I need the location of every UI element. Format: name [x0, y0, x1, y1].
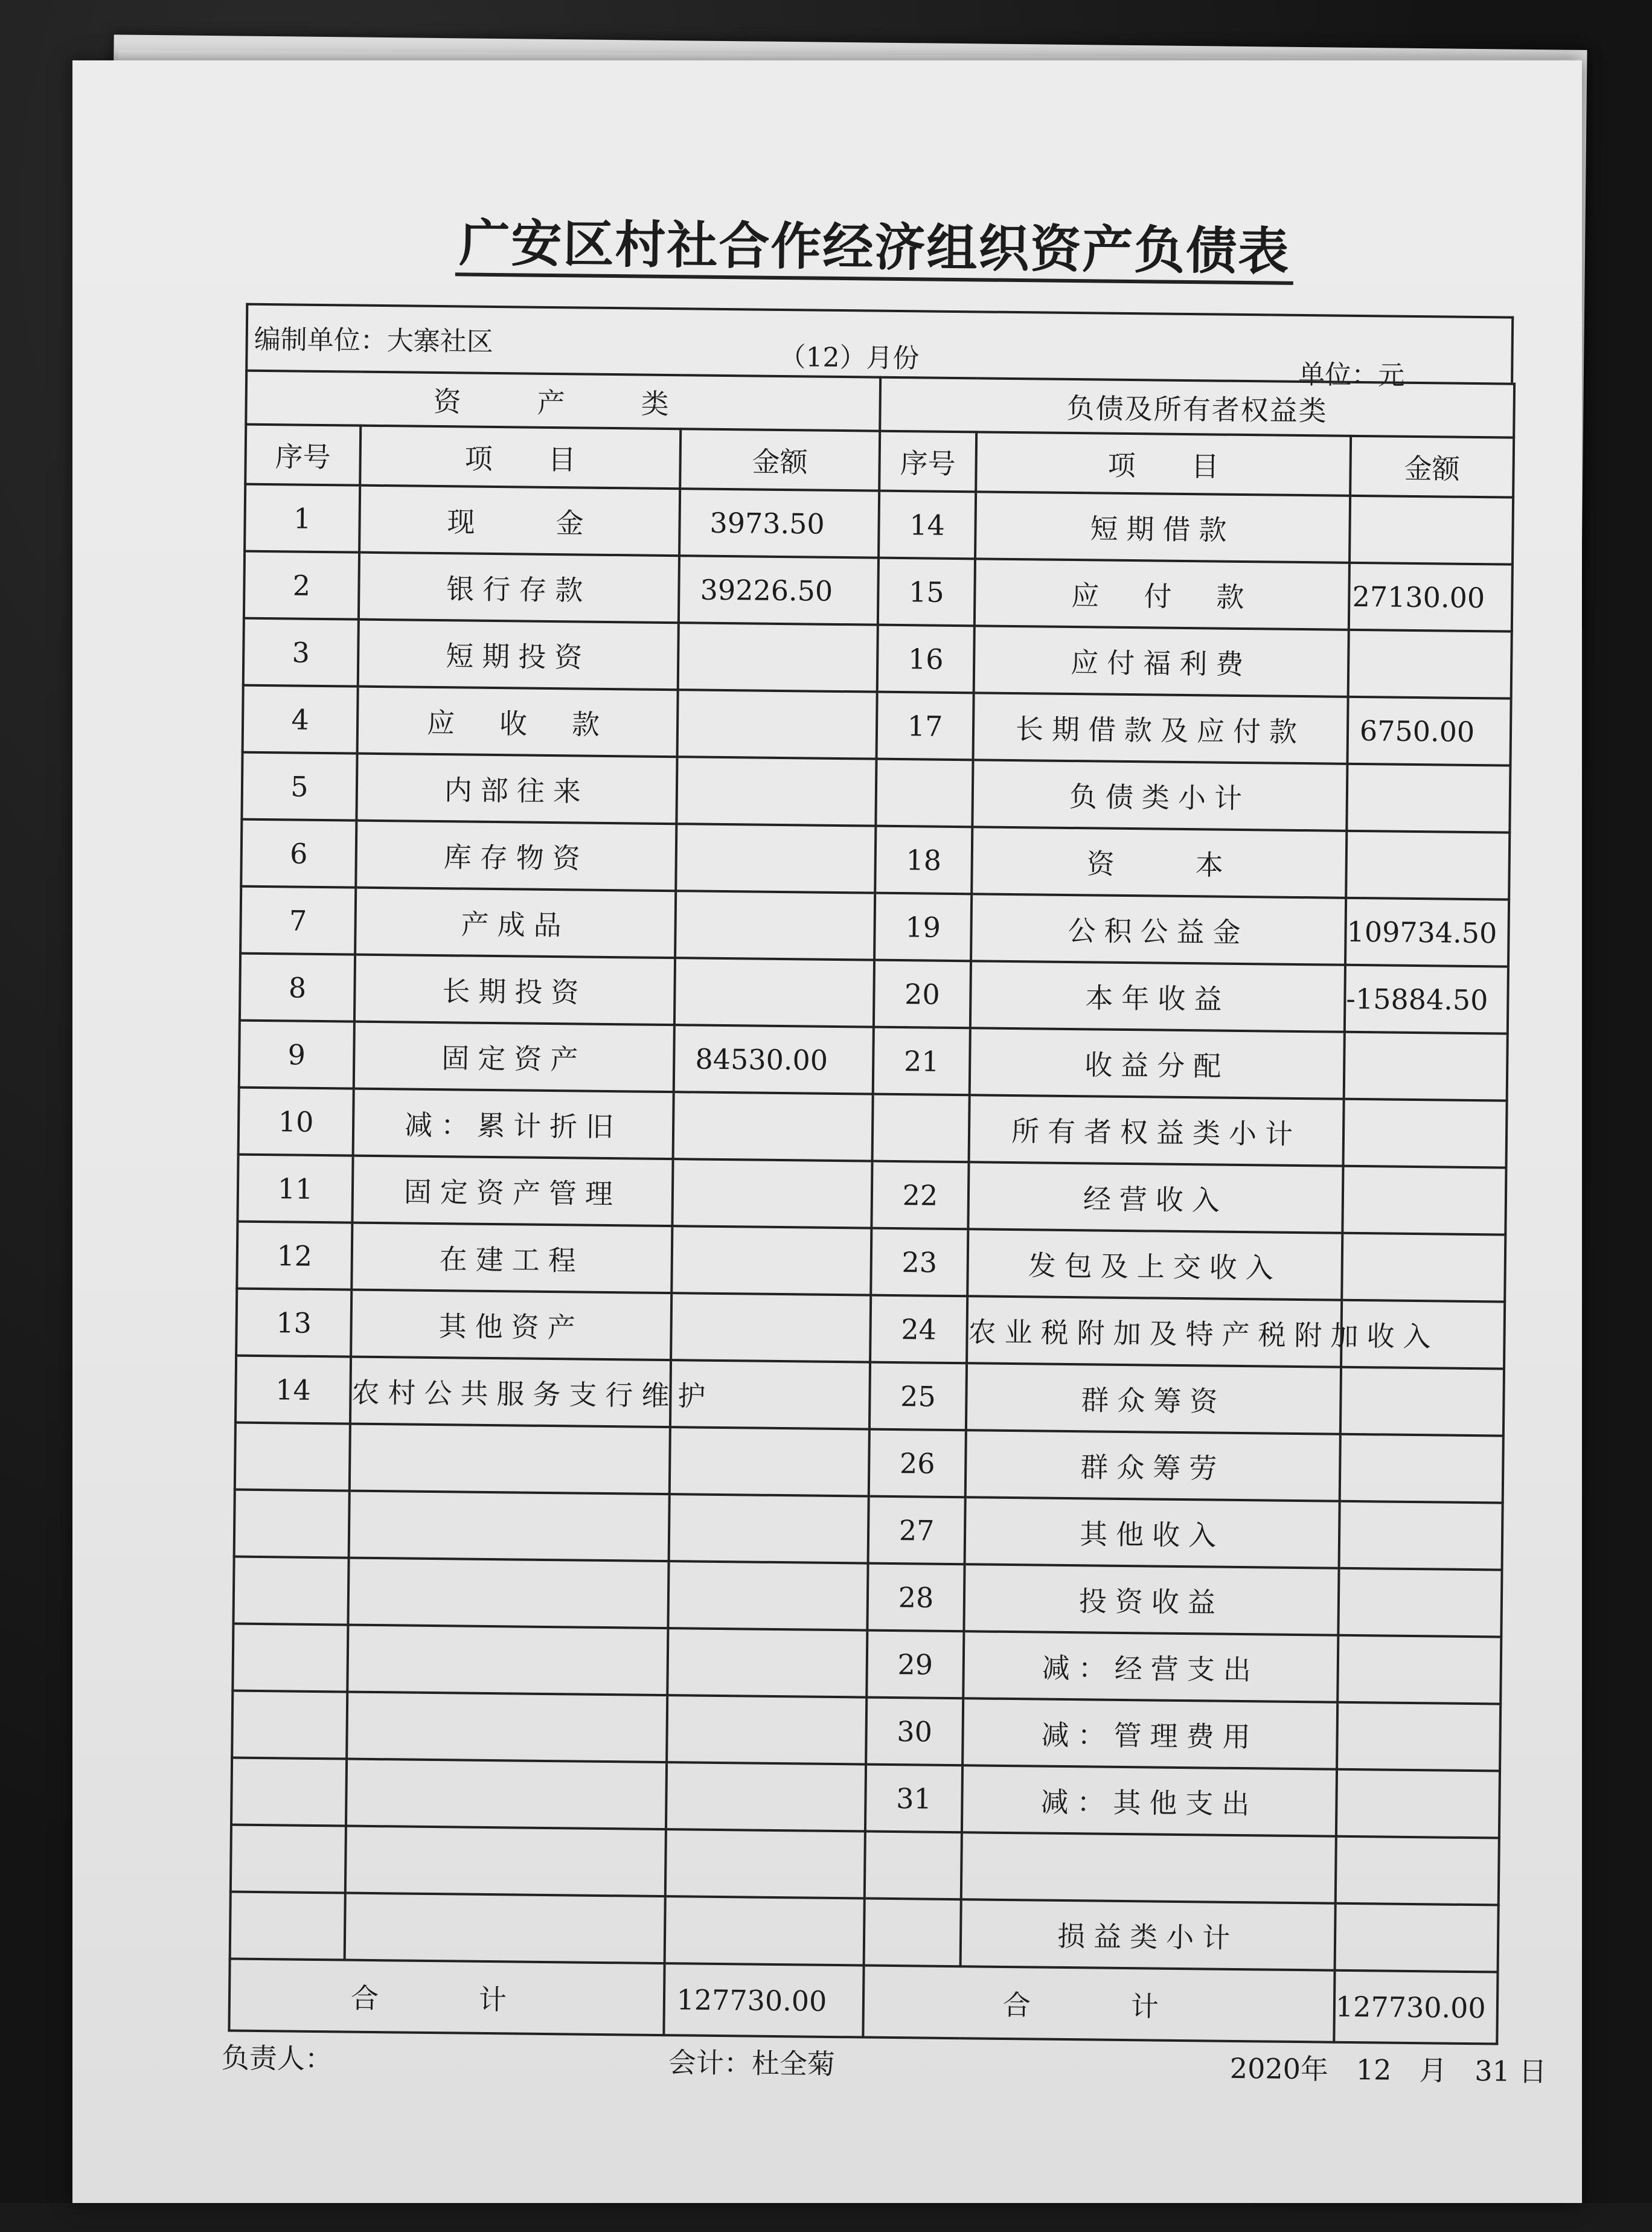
liability-amount-cell: -15884.50	[1345, 965, 1508, 1034]
totals-row	[229, 1959, 1497, 2044]
liability-item-cell: 经营收入	[968, 1162, 1343, 1233]
asset-no-cell	[230, 1892, 345, 1960]
asset-no-cell: 1	[245, 484, 360, 553]
liability-no-cell: 18	[875, 826, 972, 894]
liabilities-group-header: 负债及所有者权益类	[880, 377, 1514, 438]
table-row	[240, 954, 1508, 1034]
asset-no-cell: 2	[244, 551, 359, 620]
liability-no-cell: 20	[874, 960, 971, 1028]
asset-no-cell: 4	[243, 685, 358, 754]
asset-item-cell: 应 收 款	[357, 687, 678, 757]
liability-item-cell: 所有者权益类小计	[969, 1095, 1344, 1166]
asset-no-cell	[235, 1423, 350, 1491]
asset-item-cell: 固定资产	[354, 1022, 674, 1092]
asset-amount-cell: 3973.50	[679, 489, 879, 557]
liability-item-cell: 农业税附加及特产税附加收入	[967, 1296, 1342, 1367]
table-row	[244, 551, 1513, 632]
liability-item-cell	[961, 1832, 1336, 1903]
liability-item-cell: 群众筹资	[966, 1363, 1341, 1434]
asset-amount-cell: 84530.00	[674, 1025, 874, 1094]
liability-amount-cell	[1348, 630, 1512, 699]
liability-no-cell	[865, 1832, 962, 1900]
asset-amount-cell	[667, 1695, 866, 1764]
month-label: （12）月份	[779, 341, 920, 374]
table-row	[232, 1691, 1500, 1771]
liability-no-cell: 15	[878, 558, 975, 626]
asset-no-cell	[232, 1624, 348, 1692]
col-header-amount: 金额	[680, 429, 880, 490]
page-content	[129, 151, 1642, 2232]
balance-sheet-table	[228, 370, 1516, 2045]
table-row	[243, 618, 1512, 699]
footer-date: 2020年 12 月 31 日	[1229, 2051, 1547, 2088]
asset-amount-cell	[671, 1293, 871, 1362]
liability-no-cell: 31	[865, 1765, 962, 1833]
col-header-item: 项 目	[360, 426, 680, 489]
asset-item-cell: 在建工程	[351, 1223, 672, 1294]
asset-item-cell: 现 金	[359, 486, 680, 556]
table-row	[242, 752, 1510, 833]
liability-item-cell: 公积公益金	[971, 894, 1346, 964]
col-header-no: 序号	[245, 425, 360, 486]
asset-no-cell: 9	[239, 1021, 354, 1089]
liability-amount-cell	[1340, 1367, 1504, 1436]
table-row	[237, 1155, 1506, 1235]
table-row	[235, 1423, 1503, 1503]
asset-amount-cell	[675, 891, 875, 960]
liability-no-cell	[872, 1094, 970, 1162]
asset-item-cell: 固定资产管理	[352, 1156, 673, 1227]
liability-item-cell: 短期借款	[975, 492, 1350, 562]
asset-item-cell	[349, 1491, 670, 1562]
asset-no-cell: 8	[240, 954, 355, 1022]
table-row	[239, 1088, 1507, 1168]
table-row	[235, 1356, 1504, 1436]
table-row	[231, 1758, 1500, 1838]
liability-no-cell: 28	[867, 1563, 964, 1632]
liability-amount-cell	[1339, 1501, 1503, 1570]
liability-no-cell: 30	[866, 1698, 963, 1766]
table-row	[231, 1825, 1499, 1905]
asset-amount-cell	[674, 958, 874, 1027]
asset-item-cell: 短期投资	[358, 620, 679, 690]
asset-no-cell: 7	[240, 887, 356, 955]
asset-no-cell	[232, 1691, 347, 1759]
asset-amount-cell	[667, 1628, 867, 1697]
table-row	[234, 1490, 1503, 1570]
asset-item-cell	[345, 1826, 666, 1897]
asset-item-cell: 库存物资	[356, 821, 676, 891]
table-row	[237, 1222, 1505, 1302]
liability-amount-cell: 6750.00	[1348, 697, 1511, 766]
page-title	[150, 199, 1599, 287]
liability-amount-cell	[1346, 831, 1510, 900]
table-row	[245, 484, 1513, 565]
liability-no-cell: 25	[869, 1362, 967, 1431]
liability-item-cell: 群众筹劳	[965, 1430, 1340, 1501]
asset-item-cell	[347, 1625, 668, 1696]
liability-no-cell: 27	[868, 1496, 965, 1565]
asset-amount-cell	[673, 1092, 873, 1161]
liability-item-cell: 收益分配	[970, 1028, 1345, 1098]
table-row	[243, 685, 1511, 766]
asset-no-cell: 3	[243, 618, 359, 687]
liability-amount-cell	[1346, 764, 1510, 833]
liability-no-cell: 21	[873, 1027, 970, 1095]
liability-amount-cell	[1337, 1635, 1501, 1704]
asset-no-cell	[231, 1825, 346, 1893]
asset-amount-cell	[677, 690, 877, 758]
table-row	[241, 819, 1510, 900]
liability-no-cell	[876, 759, 973, 827]
liability-item-cell: 本年收益	[970, 961, 1345, 1031]
liability-amount-cell	[1335, 1903, 1499, 1972]
liability-amount-cell	[1349, 496, 1513, 565]
liability-amount-cell	[1340, 1434, 1503, 1503]
asset-item-cell: 内部往来	[356, 754, 677, 824]
asset-item-cell: 其他资产	[351, 1290, 671, 1361]
asset-item-cell: 银行存款	[359, 553, 679, 623]
liability-item-cell: 资 本	[972, 827, 1346, 897]
liability-no-cell: 17	[877, 692, 974, 760]
asset-no-cell: 14	[235, 1356, 351, 1424]
table-row	[230, 1892, 1499, 1972]
liabilities-total-amount: 127730.00	[1334, 1971, 1497, 2044]
liability-amount-cell	[1336, 1769, 1500, 1838]
org-label: 编制单位：大寨社区	[254, 324, 493, 358]
asset-amount-cell	[676, 824, 876, 893]
liability-amount-cell: 27130.00	[1349, 563, 1513, 632]
liability-amount-cell	[1336, 1836, 1499, 1905]
liability-item-cell: 减：其他支出	[962, 1765, 1337, 1836]
table-row	[240, 887, 1509, 967]
asset-no-cell: 5	[242, 752, 357, 821]
assets-group-header: 资 产 类	[246, 371, 880, 431]
asset-no-cell: 11	[237, 1155, 353, 1223]
liability-amount-cell	[1343, 1099, 1507, 1168]
asset-item-cell: 农村公共服务支行维护	[350, 1357, 671, 1428]
table-row	[232, 1624, 1501, 1704]
liability-amount-cell: 109734.50	[1345, 898, 1509, 967]
asset-amount-cell	[665, 1829, 865, 1898]
liability-item-cell: 发包及上交收入	[967, 1229, 1342, 1300]
asset-no-cell	[234, 1490, 350, 1558]
footer-responsible: 负责人：	[221, 2041, 333, 2076]
document-page	[72, 60, 1582, 2203]
col-header-amount: 金额	[1350, 436, 1514, 498]
liability-no-cell: 23	[871, 1228, 968, 1297]
liability-no-cell: 29	[866, 1631, 964, 1699]
asset-item-cell	[348, 1558, 668, 1629]
asset-no-cell: 6	[241, 819, 356, 888]
asset-amount-cell	[671, 1226, 871, 1295]
liability-no-cell: 14	[879, 491, 976, 559]
asset-item-cell: 减：累计折旧	[353, 1089, 674, 1159]
asset-amount-cell	[665, 1896, 865, 1965]
asset-item-cell	[345, 1893, 665, 1964]
footer-accountant: 会计：杜全菊	[668, 2046, 836, 2081]
asset-amount-cell	[672, 1159, 872, 1228]
asset-item-cell	[350, 1424, 670, 1495]
assets-total-amount: 127730.00	[664, 1963, 863, 2037]
asset-item-cell: 长期投资	[354, 955, 675, 1025]
liability-no-cell	[864, 1899, 961, 1967]
liability-amount-cell	[1344, 1032, 1508, 1101]
assets-total-label: 合 计	[229, 1959, 664, 2036]
liability-item-cell: 负债类小计	[972, 760, 1347, 830]
liability-item-cell: 应 付 款	[975, 559, 1349, 629]
asset-amount-cell	[678, 623, 878, 691]
col-header-item: 项 目	[976, 432, 1351, 495]
table-row	[233, 1557, 1502, 1637]
asset-no-cell: 10	[239, 1088, 354, 1156]
asset-item-cell: 产成品	[355, 888, 676, 958]
title-text: 广安区村社合作经济组织资产负债表	[455, 213, 1294, 285]
liability-no-cell: 22	[871, 1161, 968, 1230]
asset-amount-cell	[666, 1762, 866, 1831]
asset-amount-cell	[676, 757, 876, 826]
liability-no-cell: 26	[869, 1429, 966, 1498]
asset-item-cell	[346, 1759, 667, 1830]
liabilities-total-label: 合 计	[863, 1966, 1334, 2042]
liability-item-cell: 其他收入	[965, 1497, 1340, 1568]
col-header-no: 序号	[879, 431, 976, 492]
asset-no-cell	[233, 1557, 348, 1625]
asset-amount-cell: 39226.50	[679, 556, 879, 624]
asset-no-cell: 12	[237, 1222, 352, 1290]
liability-item-cell: 长期借款及应付款	[973, 693, 1348, 763]
liability-amount-cell	[1337, 1702, 1500, 1771]
liability-amount-cell	[1342, 1166, 1506, 1235]
liability-item-cell: 减：管理费用	[962, 1698, 1337, 1769]
liability-no-cell: 19	[874, 893, 972, 961]
liability-item-cell: 投资收益	[964, 1564, 1339, 1635]
liability-amount-cell	[1342, 1233, 1505, 1302]
liability-no-cell: 24	[870, 1295, 967, 1364]
asset-amount-cell	[668, 1561, 868, 1630]
liability-amount-cell	[1338, 1568, 1502, 1637]
asset-amount-cell	[670, 1427, 869, 1496]
asset-no-cell	[231, 1758, 347, 1826]
asset-amount-cell	[669, 1494, 869, 1563]
liability-no-cell: 16	[877, 625, 975, 693]
liability-item-cell: 损益类小计	[961, 1899, 1336, 1970]
header-info	[245, 303, 1514, 391]
liability-item-cell: 应付福利费	[974, 626, 1349, 696]
liability-item-cell: 减：经营支出	[963, 1631, 1338, 1702]
asset-no-cell: 13	[236, 1289, 351, 1357]
table-row	[239, 1021, 1508, 1101]
unit-label: 单位：元	[1298, 359, 1405, 391]
table-row	[236, 1289, 1505, 1369]
asset-item-cell	[347, 1692, 667, 1763]
